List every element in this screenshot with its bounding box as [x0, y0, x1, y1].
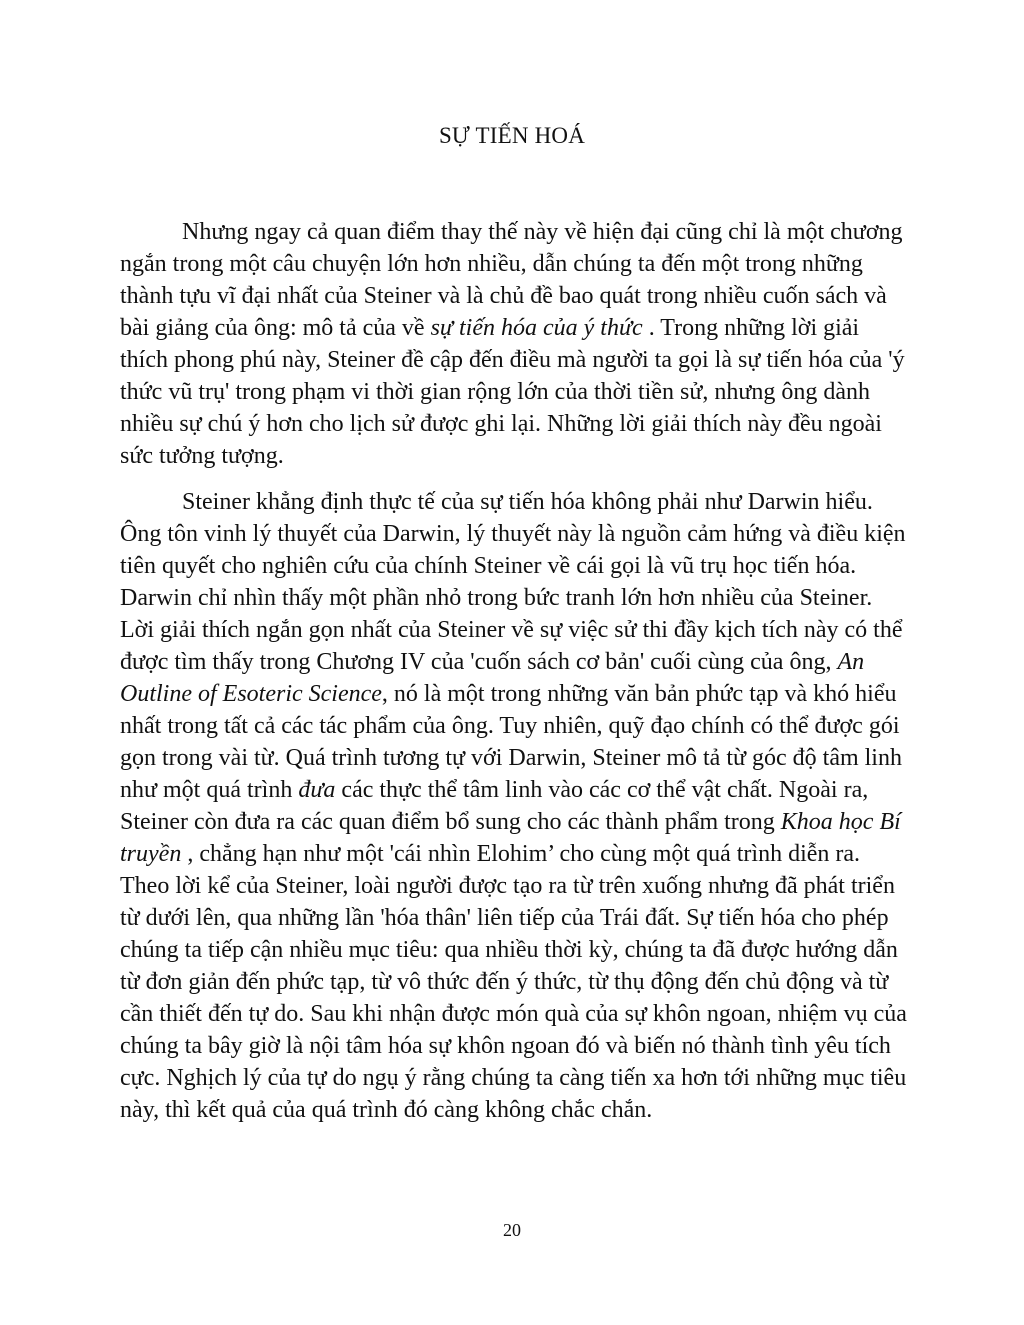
paragraph-2-italic-khoa-hoc: Khoa học Bí truyền: [120, 809, 901, 867]
paragraph-2-segment-1: Steiner khẳng định thực tế của sự tiến hóa không phải như Darwin hiểu. Ông tôn vinh lý thuyết của Darwin, lý thuyết này là nguồn cảm hứng và điều kiện tiên quyết cho nghiên cứu của chính Steiner về cái gọi là vũ trụ học tiến hóa. Darwin chỉ nhìn thấy một phần nhỏ trong bức tranh lớn hơn nhiều của Steiner. Lời giải thích ngắn gọn nhất của Steiner về sự việc sử thi đầy kịch tích này có thể được tìm thấy trong Chương IV của 'cuốn sách cơ bản' cuối cùng của ông,: [120, 489, 906, 675]
paragraph-1-segment-1: Nhưng ngay cả quan điểm thay thế này về hiện đại cũng chỉ là một chương ngắn trong một câu chuyện lớn hơn nhiều, dẫn chúng ta đến một trong những thành tựu vĩ đại nhất của Steiner và là chủ đề bao quát trong nhiều cuốn sách và bài giảng của ông: mô tả của về: [120, 219, 903, 341]
paragraph-2-segment-7: , chẳng hạn như một 'cái nhìn Elohim’ cho cùng một quá trình diễn ra. Theo lời kể của Steiner, loài người được tạo ra từ trên xuống nhưng đã phát triển từ dưới lên, qua những lần 'hóa thân' liên tiếp của Trái đất. Sự tiến hóa cho phép chúng ta tiếp cận nhiều mục tiêu: qua nhiều thời kỳ, chúng ta đã được hướng dẫn từ đơn giản đến phức tạp, từ vô thức đến ý thức, từ thụ động đến chủ động và từ cần thiết đến tự do. Sau khi nhận được món quà của sự khôn ngoan, nhiệm vụ của chúng ta bây giờ là nội tâm hóa sự khôn ngoan đó và biến nó thành tình yêu tích cực. Nghịch lý của tự do ngụ ý rằng chúng ta càng tiến xa hơn tới những mục tiêu này, thì kết quả của quá trình đó càng không chắc chắn.: [120, 841, 907, 1123]
paragraph-1-italic-1: sự tiến hóa của ý thức: [430, 315, 643, 341]
paragraph-2-italic-book-title: An Outline of Esoteric Science: [120, 649, 865, 707]
paragraph-1: [120, 216, 910, 472]
paragraph-2-italic-dua: đưa: [298, 777, 336, 803]
page-title: SỰ TIẾN HOÁ: [438, 123, 586, 148]
body-text: [120, 216, 910, 1126]
page-number: 20: [503, 1220, 521, 1240]
paragraph-1-segment-3: . Trong những lời giải thích phong phú này, Steiner đề cập đến điều mà người ta gọi là sự tiến hóa của 'ý thức vũ trụ' trong phạm vi thời gian rộng lớn của thời tiền sử, nhưng ông dành nhiều sự chú ý hơn cho lịch sử được ghi lại. Những lời giải thích này đều ngoài sức tưởng tượng.: [120, 315, 905, 469]
paragraph-2: [120, 486, 910, 1126]
paragraph-2-segment-3: , nó là một trong những văn bản phức tạp và khó hiểu nhất trong tất cả các tác phẩm của ông. Tuy nhiên, quỹ đạo chính có thể được gói gọn trong vài từ. Quá trình tương tự với Darwin, Steiner mô tả từ góc độ tâm linh như một quá trình: [120, 681, 902, 803]
paragraph-2-segment-5: các thực thể tâm linh vào các cơ thể vật chất. Ngoài ra, Steiner còn đưa ra các quan điểm bổ sung cho các thành phẩm trong: [120, 777, 869, 835]
